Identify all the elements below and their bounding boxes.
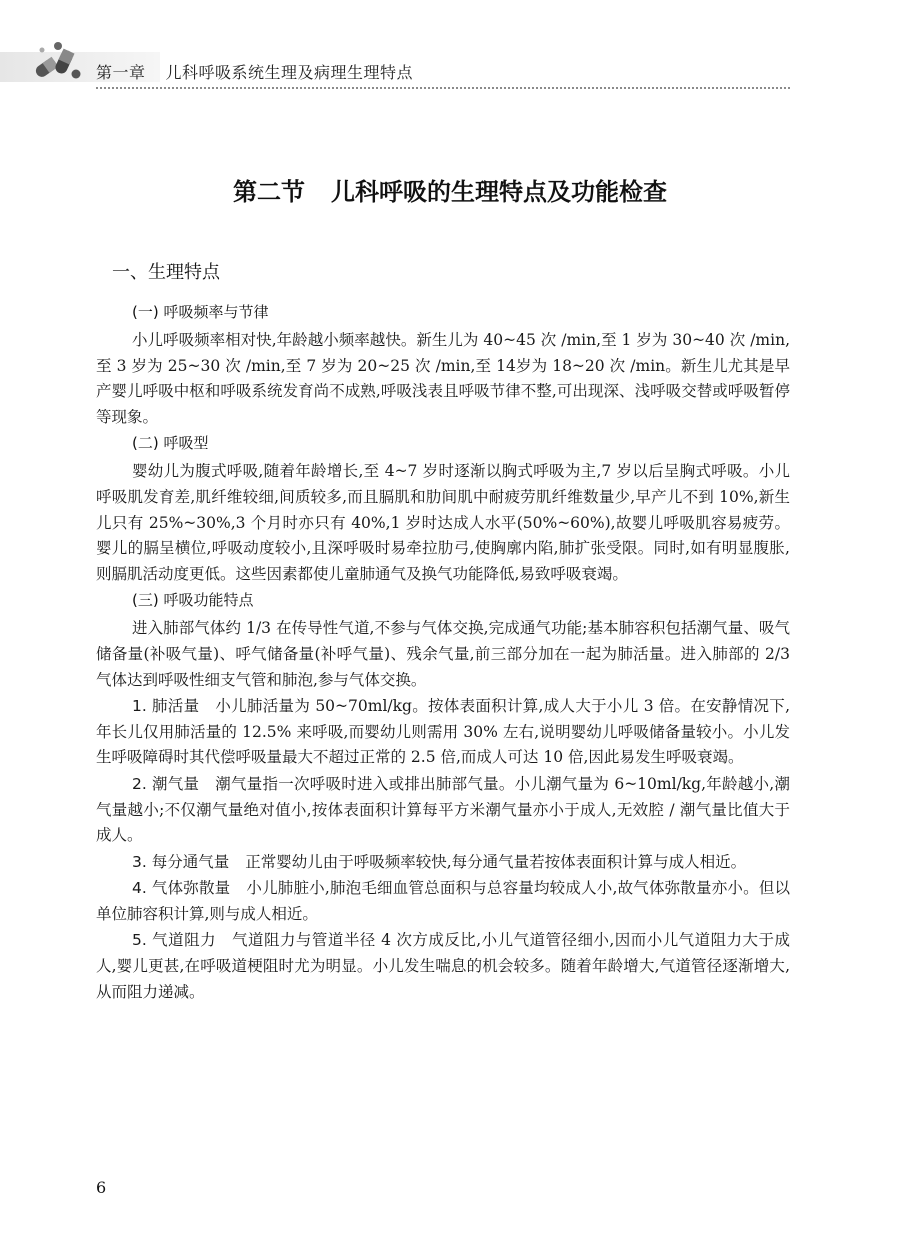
subheading-breathing-type: (二) 呼吸型 [132,434,209,453]
page-number: 6 [96,1178,107,1197]
item-vital-capacity [96,694,790,771]
item-text: 小儿肺脏小,肺泡毛细血管总面积与总容量均较成人小,故气体弥散量亦小。但以单位肺容积计算,则与成人相近。 [96,879,791,923]
item-tidal-volume [96,772,790,849]
item-airway-resistance [96,928,790,1005]
section-title [0,172,900,207]
paragraph-breathing-type: 婴幼儿为腹式呼吸,随着年龄增长,至 4~7 岁时逐渐以胸式呼吸为主,7 岁以后呈胸式呼吸。小儿呼吸肌发育差,肌纤维较细,间质较多,而且膈肌和肋间肌中耐疲劳肌纤维数量少,早产儿不到 10%,新生儿只有 25%~30%,3 个月时亦只有 40%,1 岁时达成人水平(50%~60%),故婴儿呼吸肌容易疲劳。婴儿的膈呈横位,呼吸动度较小,且深呼吸时易牵拉肋弓,使胸廓内陷,肺扩张受限。同时,如有明显腹胀,则膈肌活动度更低。这些因素都使儿童肺通气及换气功能降低,易致呼吸衰竭。 [96,462,790,583]
subheading-function: (三) 呼吸功能特点 [132,591,254,610]
item-diffusion [96,876,790,927]
section-number: 第二节 [233,178,305,206]
item-text: 正常婴幼儿由于呼吸频率较快,每分通气量若按体表面积计算与成人相近。 [245,852,747,871]
item-label: 3. 每分通气量 [132,852,230,871]
item-text: 潮气量指一次呼吸时进入或排出肺部气量。小儿潮气量为 6~10ml/kg,年龄越小,潮气量越小;不仅潮气量绝对值小,按体表面积计算每平方米潮气量亦小于成人,无效腔 / 潮气量比值大于成人。 [96,774,790,845]
capsule-pill-icon [34,38,84,84]
paragraph-function-intro: 进入肺部气体约 1/3 在传导性气道,不参与气体交换,完成通气功能;基本肺容积包括潮气量、吸气储备量(补吸气量)、呼气储备量(补呼气量)、残余气量,前三部分加在一起为肺活量。进入肺部的 2/3 气体达到呼吸性细支气管和肺泡,参与气体交换。 [96,619,790,689]
chapter-number: 第一章 [96,63,146,82]
paragraph-rate-rhythm: 小儿呼吸频率相对快,年龄越小频率越快。新生儿为 40~45 次 /min,至 1 岁为 30~40 次 /min,至 3 岁为 25~30 次 /min,至 7 岁为 20~25 次 /min,至 14岁为 18~20 次 /min。新生儿尤其是早产婴儿呼吸中枢和呼吸系统发育尚不成熟,呼吸浅表且呼吸节律不整,可出现深、浅呼吸交替或呼吸暂停等现象。 [96,331,790,426]
header-divider [96,87,790,89]
item-label: 5. 气道阻力 [132,931,217,950]
item-text: 小儿肺活量为 50~70ml/kg。按体表面积计算,成人大于小儿 3 倍。在安静情况下,年长儿仅用肺活量的 12.5% 来呼吸,而婴幼儿则需用 30% 左右,说明婴幼儿呼吸储备量较小。小儿发生呼吸障碍时其代偿呼吸量最大不超过正常的 2.5 倍,而成人可达 10 倍,因此易发生呼吸衰竭。 [96,697,791,767]
page-body [96,258,790,1006]
item-text: 气道阻力与管道半径 4 次方成反比,小儿气道管径细小,因而小儿气道阻力大于成人,婴儿更甚,在呼吸道梗阻时尤为明显。小儿发生喘息的机会较多。随着年龄增大,气道管径逐渐增大,从而阻力递减。 [96,931,790,1001]
section-name: 儿科呼吸的生理特点及功能检查 [331,178,667,206]
item-label: 1. 肺活量 [132,697,200,716]
item-minute-ventilation [96,850,790,876]
heading-physiology: 一、生理特点 [112,262,220,283]
item-label: 4. 气体弥散量 [132,879,231,898]
chapter-name: 儿科呼吸系统生理及病理生理特点 [165,63,414,82]
chapter-title [96,60,413,83]
subheading-rate-rhythm: (一) 呼吸频率与节律 [132,303,269,321]
item-label: 2. 潮气量 [132,774,200,793]
